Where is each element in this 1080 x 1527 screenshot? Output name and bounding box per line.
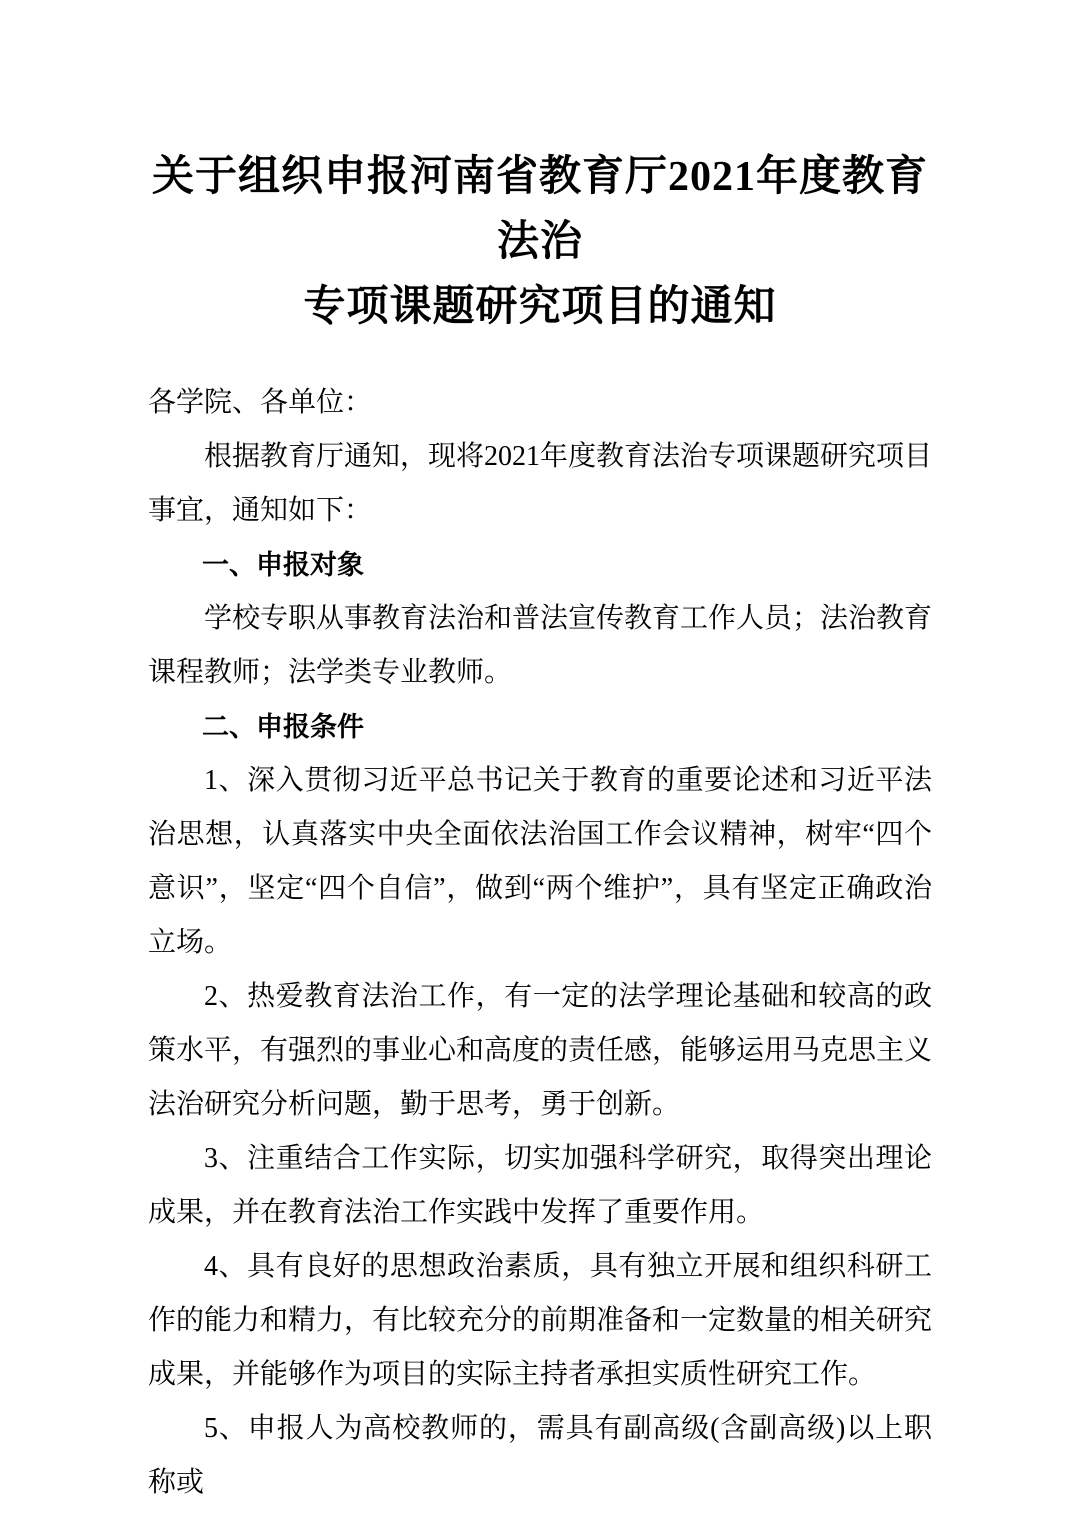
document-body <box>148 376 932 1510</box>
section-heading-application-targets: 一、申报对象 <box>202 550 364 580</box>
document-title-line-1: 关于组织申报河南省教育厅2021年度教育法治 <box>151 154 928 265</box>
document-title <box>148 145 932 340</box>
section-heading-application-conditions: 二、申报条件 <box>202 712 364 742</box>
section-2-paragraph-5: 5、申报人为高校教师的，需具有副高级(含副高级)以上职称或 <box>148 1413 932 1498</box>
document-title-line-2: 专项课题研究项目的通知 <box>303 284 777 330</box>
salutation: 各学院、各单位： <box>148 387 373 418</box>
section-2-paragraph-3: 3、注重结合工作实际，切实加强科学研究，取得突出理论成果，并在教育法治工作实践中发挥了重要作用。 <box>148 1143 932 1228</box>
intro-paragraph: 根据教育厅通知，现将2021年度教育法治专项课题研究项目事宜，通知如下： <box>148 441 933 526</box>
section-1-paragraph-1: 学校专职从事教育法治和普法宣传教育工作人员；法治教育课程教师；法学类专业教师。 <box>148 603 933 688</box>
section-2-paragraph-4: 4、具有良好的思想政治素质，具有独立开展和组织科研工作的能力和精力，有比较充分的前期准备和一定数量的相关研究成果，并能够作为项目的实际主持者承担实质性研究工作。 <box>148 1251 933 1390</box>
section-2-paragraph-1: 1、深入贯彻习近平总书记关于教育的重要论述和习近平法治思想，认真落实中央全面依法治国工作会议精神，树牢“四个意识”，坚定“四个自信”，做到“两个维护”，具有坚定正确政治立场。 <box>148 765 932 958</box>
section-2-paragraph-2: 2、热爱教育法治工作，有一定的法学理论基础和较高的政策水平，有强烈的事业心和高度的责任感，能够运用马克思主义法治研究分析问题，勤于思考，勇于创新。 <box>148 981 933 1120</box>
